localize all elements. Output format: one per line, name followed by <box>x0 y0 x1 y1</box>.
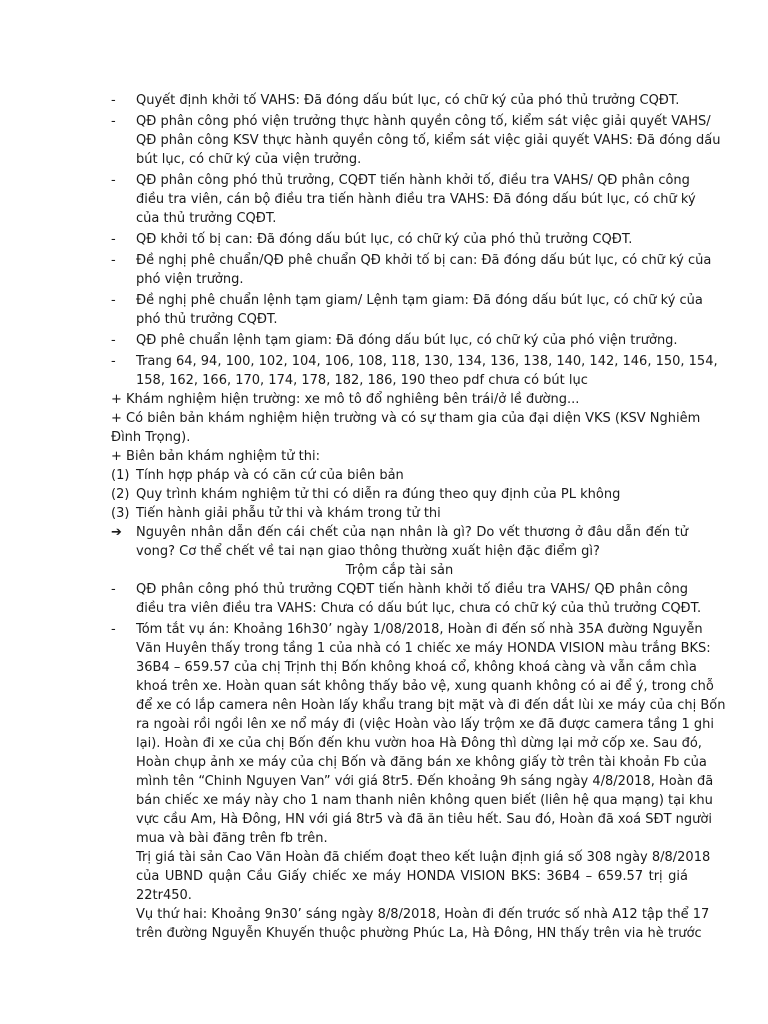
dash-marker: - <box>111 333 116 348</box>
text-line: ra ngoài rồi ngồi lên xe nổ máy đi (việc Hoàn vào lấy trộm xe đã được camera tầng 1 ghi <box>136 717 714 732</box>
dash-marker: - <box>111 114 116 129</box>
list-item <box>111 466 688 485</box>
number-marker: (2) <box>111 487 130 502</box>
text-line: QĐ phân công phó thủ trưởng, CQĐT tiến hành khởi tố, điều tra VAHS/ QĐ phân công <box>136 173 690 188</box>
text-line: vong? Cơ thể chết về tai nạn giao thông thường xuất hiện đặc điểm gì? <box>136 544 600 559</box>
dash-marker: - <box>111 622 116 637</box>
text-line: Hoàn chụp ảnh xe máy của chị Bốn và đăng bán xe không giấy tờ trên tài khoản Fb của <box>136 755 707 770</box>
text-line: 158, 162, 166, 170, 174, 178, 182, 186, 190 theo pdf chưa có bút lục <box>136 373 588 388</box>
list-item <box>111 230 688 249</box>
text-line: mua và bài đăng trên fb trên. <box>136 831 328 846</box>
text-line: + Khám nghiệm hiện trường: xe mô tô đổ nghiêng bên trái/ở lề đường... <box>111 392 580 407</box>
dash-marker: - <box>111 582 116 597</box>
number-marker: (1) <box>111 468 130 483</box>
text-line: khoá trên xe. Hoàn quan sát không thấy bảo vệ, xung quanh không có ai để ý, trong chỗ <box>136 679 714 694</box>
text-line: để xe có lắp camera nên Hoàn lấy khẩu trang bịt mặt và đi đến dắt lùi xe máy của chị Bốn <box>136 698 726 713</box>
text-line: Đề nghị phê chuẩn lệnh tạm giam/ Lệnh tạm giam: Đã đóng dấu bút lục, có chữ ký của <box>136 293 703 308</box>
dash-marker: - <box>111 253 116 268</box>
dash-marker: - <box>111 354 116 369</box>
text-line: QĐ phân công phó viện trưởng thực hành quyền công tố, kiểm sát việc giải quyết VAHS/ <box>136 114 711 129</box>
text-line: Tóm tắt vụ án: Khoảng 16h30’ ngày 1/08/2018, Hoàn đi đến số nhà 35A đường Nguyễn <box>136 622 703 637</box>
text-line: phó viện trưởng. <box>136 272 244 287</box>
list-item <box>111 291 703 329</box>
text-line: Quyết định khởi tố VAHS: Đã đóng dấu bút lục, có chữ ký của phó thủ trưởng CQĐT. <box>136 93 680 108</box>
text-line: Đề nghị phê chuẩn/QĐ phê chuẩn QĐ khởi tố bị can: Đã đóng dấu bút lục, có chữ ký của <box>136 253 712 268</box>
text-line: + Có biên bản khám nghiệm hiện trường và có sự tham gia của đại diện VKS (KSV Nghiêm <box>111 411 701 426</box>
list-group-a <box>111 91 721 390</box>
number-marker: (3) <box>111 506 130 521</box>
text-line: Tính hợp pháp và có căn cứ của biên bản <box>136 468 404 483</box>
text-line: Đình Trọng). <box>111 430 191 445</box>
numbered-list <box>111 466 688 523</box>
text-line: Vụ thứ hai: Khoảng 9n30’ sáng ngày 8/8/2018, Hoàn đi đến trước số nhà A12 tập thể 17 <box>136 907 710 922</box>
text-line: Nguyên nhân dẫn đến cái chết của nạn nhân là gì? Do vết thương ở đâu dẫn đến tử <box>136 525 688 540</box>
section-title: Trộm cắp tài sản <box>345 563 454 578</box>
list-item <box>111 171 696 228</box>
text-line: mình tên “Chinh Nguyen Van” với giá 8tr5. Đến khoảng 9h sáng ngày 4/8/2018, Hoàn đã <box>136 774 714 789</box>
list-item <box>111 620 726 848</box>
text-line: QĐ phân công phó thủ trưởng CQĐT tiến hành khởi tố điều tra VAHS/ QĐ phân công <box>136 582 688 597</box>
list-item <box>111 91 688 110</box>
text-line: vực cầu Am, Hà Đông, HN với giá 8tr5 và đã ăn tiêu hết. Sau đó, Hoàn đã xoá SĐT người <box>136 812 712 827</box>
text-line: bán chiếc xe máy này cho 1 nam thanh niên không quen biết (liên hệ qua mạng) tại khu <box>136 793 713 808</box>
text-line: + Biên bản khám nghiệm tử thi: <box>111 449 320 464</box>
text-line: QĐ phê chuẩn lệnh tạm giam: Đã đóng dấu bút lục, có chữ ký của phó viện trưởng. <box>136 333 678 348</box>
text-line: điều tra viên điều tra VAHS: Chưa có dấu bút lục, chưa có chữ ký của thủ trưởng CQĐT. <box>136 601 702 616</box>
text-line: Văn Huyên thấy trong tầng 1 của nhà có 1 chiếc xe máy HONDA VISION màu trắng BKS: <box>136 641 711 656</box>
text-line: lại). Hoàn đi xe của chị Bốn đến khu vườn hoa Hà Đông thì dừng lại mở cốp xe. Sau đó, <box>136 736 702 751</box>
text-line: của UBND quận Cầu Giấy chiếc xe máy HONDA VISION BKS: 36B4 – 659.57 trị giá <box>136 869 688 884</box>
text-line: của thủ trưởng CQĐT. <box>136 211 277 226</box>
text-line: Trị giá tài sản Cao Văn Hoàn đã chiếm đoạt theo kết luận định giá số 308 ngày 8/8/2018 <box>136 850 711 865</box>
arrow-item <box>111 523 688 561</box>
text-line: QĐ khởi tố bị can: Đã đóng dấu bút lục, có chữ ký của phó thủ trưởng CQĐT. <box>136 232 633 247</box>
list-item <box>111 251 712 289</box>
text-line: điều tra viên, cán bộ điều tra tiến hành điều tra VAHS: Đã đóng dấu bút lục, có chữ ký <box>136 192 696 207</box>
list-item <box>111 331 688 350</box>
text-line: QĐ phân công KSV thực hành quyền công tố, kiểm sát việc giải quyết VAHS: Đã đóng dấu <box>136 133 721 148</box>
list-group-b <box>111 580 726 848</box>
list-item <box>111 580 702 618</box>
text-line: trên đường Nguyễn Khuyến thuộc phường Phúc La, Hà Đông, HN thấy trên via hè trước <box>136 926 702 941</box>
text-line: Tiến hành giải phẫu tử thi và khám trong tử thi <box>136 506 441 521</box>
text-line: phó thủ trưởng CQĐT. <box>136 312 278 327</box>
dash-marker: - <box>111 232 116 247</box>
text-line: Trang 64, 94, 100, 102, 104, 106, 108, 118, 130, 134, 136, 138, 140, 142, 146, 150, 154, <box>136 354 718 369</box>
text-line: 36B4 – 659.57 của chị Trịnh thị Bốn không khoá cổ, không khoá càng và vẫn cắm chìa <box>136 660 697 675</box>
list-item <box>111 504 688 523</box>
text-line: bút lục, có chữ ký của viện trưởng. <box>136 152 362 167</box>
text-line: Quy trình khám nghiệm tử thi có diễn ra đúng theo quy định của PL không <box>136 487 621 502</box>
continuation-paragraph <box>111 848 711 943</box>
dash-marker: - <box>111 93 116 108</box>
plus-section <box>111 390 701 466</box>
dash-marker: - <box>111 173 116 188</box>
arrow-icon: ➔ <box>111 525 122 540</box>
list-item <box>111 485 688 504</box>
list-item <box>111 352 718 390</box>
dash-marker: - <box>111 293 116 308</box>
list-item <box>111 112 721 169</box>
text-line: 22tr450. <box>136 888 192 903</box>
